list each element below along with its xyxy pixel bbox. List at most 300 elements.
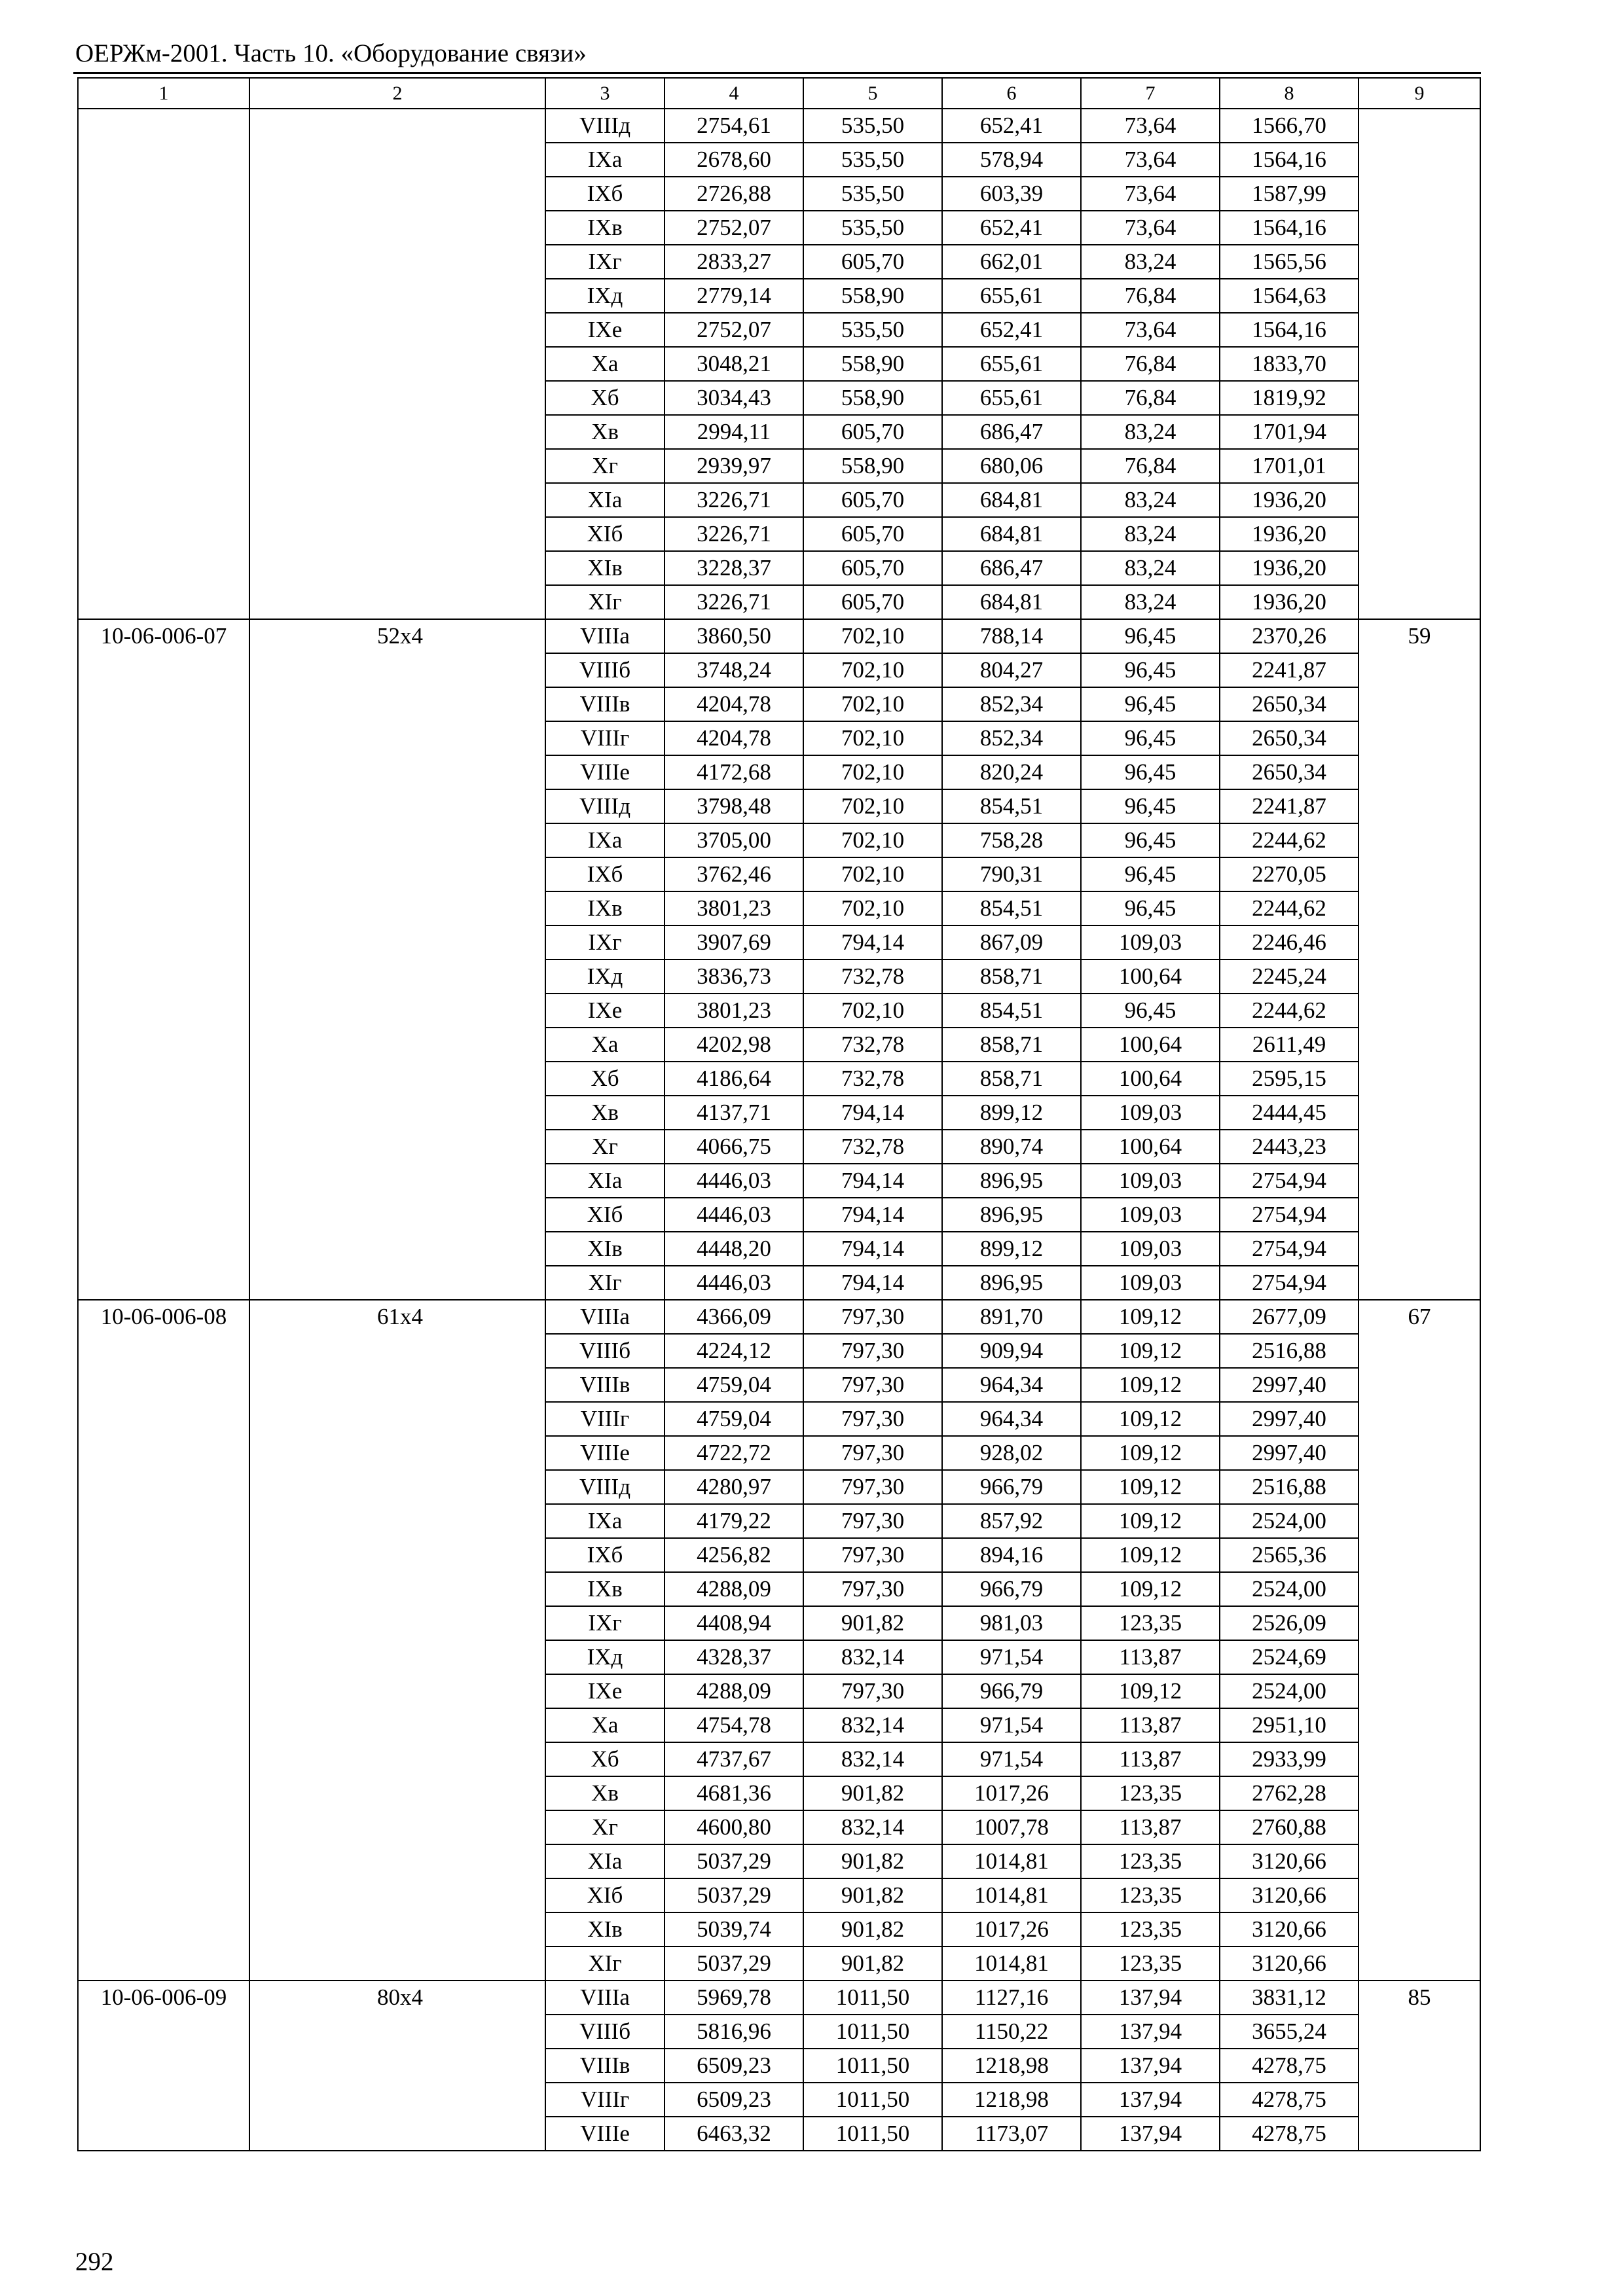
table-cell-col-7: 137,94 bbox=[1081, 2049, 1220, 2083]
table-cell-col-4: 4366,09 bbox=[665, 1300, 803, 1334]
table-cell-col-4: 4288,09 bbox=[665, 1572, 803, 1606]
table-cell-col-7: 113,87 bbox=[1081, 1742, 1220, 1776]
table-cell-col-8: 2650,34 bbox=[1220, 755, 1359, 789]
table-cell-col-7: 109,03 bbox=[1081, 925, 1220, 960]
table-cell-col-7: 109,03 bbox=[1081, 1198, 1220, 1232]
table-body bbox=[78, 109, 1480, 2151]
table-cell-col-3: IXв bbox=[545, 891, 665, 925]
table-cell-col-6: 964,34 bbox=[942, 1402, 1081, 1436]
norm-name-cell bbox=[249, 109, 545, 619]
table-cell-col-8: 4278,75 bbox=[1220, 2117, 1359, 2151]
table-cell-col-3: XIб bbox=[545, 1198, 665, 1232]
table-cell-col-3: XIг bbox=[545, 1946, 665, 1981]
table-cell-col-5: 558,90 bbox=[803, 347, 942, 381]
table-cell-col-8: 1819,92 bbox=[1220, 381, 1359, 415]
table-cell-col-7: 109,12 bbox=[1081, 1436, 1220, 1470]
table-cell-col-4: 4186,64 bbox=[665, 1062, 803, 1096]
table-cell-col-5: 797,30 bbox=[803, 1436, 942, 1470]
table-cell-col-3: VIIIг bbox=[545, 2083, 665, 2117]
norm-col9-cell: 59 bbox=[1359, 619, 1480, 1300]
table-cell-col-5: 794,14 bbox=[803, 1096, 942, 1130]
table-cell-col-8: 1564,16 bbox=[1220, 211, 1359, 245]
table-cell-col-7: 100,64 bbox=[1081, 1130, 1220, 1164]
table-cell-col-7: 83,24 bbox=[1081, 483, 1220, 517]
table-cell-col-6: 971,54 bbox=[942, 1742, 1081, 1776]
table-cell-col-8: 1565,56 bbox=[1220, 245, 1359, 279]
table-cell-col-7: 83,24 bbox=[1081, 415, 1220, 449]
table-cell-col-5: 535,50 bbox=[803, 109, 942, 143]
table-cell-col-7: 109,12 bbox=[1081, 1504, 1220, 1538]
table-cell-col-5: 605,70 bbox=[803, 245, 942, 279]
table-cell-col-8: 2595,15 bbox=[1220, 1062, 1359, 1096]
table-cell-col-4: 4759,04 bbox=[665, 1402, 803, 1436]
table-cell-col-8: 4278,75 bbox=[1220, 2083, 1359, 2117]
column-header-4: 4 bbox=[665, 78, 803, 109]
table-cell-col-4: 4446,03 bbox=[665, 1198, 803, 1232]
table-cell-col-5: 732,78 bbox=[803, 1028, 942, 1062]
norm-name-cell: 80x4 bbox=[249, 1981, 545, 2151]
table-cell-col-6: 758,28 bbox=[942, 823, 1081, 857]
table-cell-col-3: VIIIб bbox=[545, 1334, 665, 1368]
table-cell-col-8: 1701,01 bbox=[1220, 449, 1359, 483]
table-cell-col-6: 1007,78 bbox=[942, 1810, 1081, 1844]
table-cell-col-3: VIIIд bbox=[545, 1470, 665, 1504]
table-cell-col-6: 890,74 bbox=[942, 1130, 1081, 1164]
table-cell-col-4: 3860,50 bbox=[665, 619, 803, 653]
table-cell-col-7: 73,64 bbox=[1081, 109, 1220, 143]
table-cell-col-5: 605,70 bbox=[803, 517, 942, 551]
column-header-1: 1 bbox=[78, 78, 249, 109]
table-cell-col-6: 896,95 bbox=[942, 1266, 1081, 1300]
table-cell-col-6: 971,54 bbox=[942, 1708, 1081, 1742]
table-cell-col-4: 3836,73 bbox=[665, 960, 803, 994]
table-cell-col-3: VIIIд bbox=[545, 109, 665, 143]
table-cell-col-8: 3120,66 bbox=[1220, 1844, 1359, 1878]
table-cell-col-4: 4681,36 bbox=[665, 1776, 803, 1810]
table-cell-col-7: 96,45 bbox=[1081, 687, 1220, 721]
table-cell-col-8: 1564,16 bbox=[1220, 313, 1359, 347]
table-cell-col-8: 1564,16 bbox=[1220, 143, 1359, 177]
table-cell-col-4: 4204,78 bbox=[665, 687, 803, 721]
table-cell-col-5: 794,14 bbox=[803, 1198, 942, 1232]
table-cell-col-4: 4256,82 bbox=[665, 1538, 803, 1572]
table-cell-col-3: Xб bbox=[545, 381, 665, 415]
table-cell-col-8: 2762,28 bbox=[1220, 1776, 1359, 1810]
table-cell-col-7: 76,84 bbox=[1081, 347, 1220, 381]
table-cell-col-5: 797,30 bbox=[803, 1402, 942, 1436]
table-cell-col-7: 96,45 bbox=[1081, 789, 1220, 823]
table-cell-col-7: 109,12 bbox=[1081, 1674, 1220, 1708]
table-cell-col-8: 2754,94 bbox=[1220, 1198, 1359, 1232]
table-cell-col-8: 2526,09 bbox=[1220, 1606, 1359, 1640]
table-row bbox=[78, 619, 1480, 653]
table-cell-col-4: 3226,71 bbox=[665, 585, 803, 619]
table-cell-col-3: IXб bbox=[545, 1538, 665, 1572]
table-cell-col-7: 109,12 bbox=[1081, 1572, 1220, 1606]
table-cell-col-7: 113,87 bbox=[1081, 1810, 1220, 1844]
column-header-9: 9 bbox=[1359, 78, 1480, 109]
table-cell-col-3: VIIIа bbox=[545, 1981, 665, 2015]
table-cell-col-8: 1833,70 bbox=[1220, 347, 1359, 381]
table-cell-col-6: 684,81 bbox=[942, 483, 1081, 517]
table-cell-col-7: 83,24 bbox=[1081, 517, 1220, 551]
table-cell-col-6: 1127,16 bbox=[942, 1981, 1081, 2015]
table-cell-col-7: 96,45 bbox=[1081, 619, 1220, 653]
table-cell-col-3: Xб bbox=[545, 1742, 665, 1776]
table-cell-col-8: 4278,75 bbox=[1220, 2049, 1359, 2083]
table-cell-col-5: 558,90 bbox=[803, 279, 942, 313]
table-cell-col-3: XIб bbox=[545, 517, 665, 551]
table-cell-col-7: 113,87 bbox=[1081, 1640, 1220, 1674]
table-cell-col-3: VIIIг bbox=[545, 1402, 665, 1436]
table-cell-col-3: IXг bbox=[545, 245, 665, 279]
table-row bbox=[78, 109, 1480, 143]
table-cell-col-4: 4066,75 bbox=[665, 1130, 803, 1164]
table-cell-col-5: 794,14 bbox=[803, 1266, 942, 1300]
table-cell-col-6: 857,92 bbox=[942, 1504, 1081, 1538]
table-cell-col-4: 2752,07 bbox=[665, 313, 803, 347]
table-cell-col-5: 702,10 bbox=[803, 857, 942, 891]
table-cell-col-7: 109,12 bbox=[1081, 1402, 1220, 1436]
table-cell-col-3: Xв bbox=[545, 415, 665, 449]
table-cell-col-7: 73,64 bbox=[1081, 211, 1220, 245]
table-cell-col-8: 3120,66 bbox=[1220, 1946, 1359, 1981]
table-cell-col-6: 686,47 bbox=[942, 551, 1081, 585]
table-cell-col-8: 2997,40 bbox=[1220, 1402, 1359, 1436]
table-cell-col-8: 2933,99 bbox=[1220, 1742, 1359, 1776]
table-cell-col-8: 2754,94 bbox=[1220, 1164, 1359, 1198]
table-cell-col-6: 971,54 bbox=[942, 1640, 1081, 1674]
table-cell-col-4: 4172,68 bbox=[665, 755, 803, 789]
table-cell-col-6: 652,41 bbox=[942, 211, 1081, 245]
table-cell-col-7: 109,12 bbox=[1081, 1538, 1220, 1572]
table-cell-col-8: 2650,34 bbox=[1220, 721, 1359, 755]
table-cell-col-3: XIв bbox=[545, 551, 665, 585]
table-cell-col-7: 123,35 bbox=[1081, 1878, 1220, 1912]
table-cell-col-3: IXа bbox=[545, 823, 665, 857]
table-row bbox=[78, 1300, 1480, 1334]
table-cell-col-7: 109,03 bbox=[1081, 1232, 1220, 1266]
table-cell-col-3: XIа bbox=[545, 1844, 665, 1878]
column-header-2: 2 bbox=[249, 78, 545, 109]
table-cell-col-8: 2524,69 bbox=[1220, 1640, 1359, 1674]
table-cell-col-5: 535,50 bbox=[803, 211, 942, 245]
table-cell-col-6: 894,16 bbox=[942, 1538, 1081, 1572]
table-cell-col-4: 2939,97 bbox=[665, 449, 803, 483]
table-cell-col-4: 3801,23 bbox=[665, 994, 803, 1028]
table-cell-col-3: XIг bbox=[545, 1266, 665, 1300]
table-cell-col-5: 832,14 bbox=[803, 1708, 942, 1742]
table-cell-col-5: 732,78 bbox=[803, 960, 942, 994]
table-cell-col-3: VIIIа bbox=[545, 1300, 665, 1334]
table-cell-col-8: 2241,87 bbox=[1220, 653, 1359, 687]
table-cell-col-3: XIв bbox=[545, 1232, 665, 1266]
norm-table bbox=[77, 77, 1481, 2151]
table-cell-col-8: 2244,62 bbox=[1220, 994, 1359, 1028]
table-cell-col-3: VIIIа bbox=[545, 619, 665, 653]
table-cell-col-6: 1218,98 bbox=[942, 2049, 1081, 2083]
table-cell-col-6: 966,79 bbox=[942, 1674, 1081, 1708]
table-cell-col-7: 83,24 bbox=[1081, 245, 1220, 279]
table-cell-col-8: 2244,62 bbox=[1220, 823, 1359, 857]
norm-name-cell: 61x4 bbox=[249, 1300, 545, 1981]
norm-code-cell: 10-06-006-09 bbox=[78, 1981, 249, 2151]
table-cell-col-8: 1936,20 bbox=[1220, 517, 1359, 551]
table-cell-col-5: 797,30 bbox=[803, 1470, 942, 1504]
table-cell-col-8: 2270,05 bbox=[1220, 857, 1359, 891]
table-cell-col-5: 605,70 bbox=[803, 415, 942, 449]
table-cell-col-3: IXг bbox=[545, 1606, 665, 1640]
table-cell-col-8: 3120,66 bbox=[1220, 1912, 1359, 1946]
table-cell-col-5: 797,30 bbox=[803, 1538, 942, 1572]
table-cell-col-3: VIIIв bbox=[545, 1368, 665, 1402]
table-cell-col-7: 96,45 bbox=[1081, 755, 1220, 789]
table-cell-col-3: XIв bbox=[545, 1912, 665, 1946]
table-cell-col-8: 2516,88 bbox=[1220, 1470, 1359, 1504]
table-cell-col-5: 832,14 bbox=[803, 1742, 942, 1776]
table-cell-col-8: 1701,94 bbox=[1220, 415, 1359, 449]
table-cell-col-5: 702,10 bbox=[803, 994, 942, 1028]
table-cell-col-5: 794,14 bbox=[803, 1164, 942, 1198]
table-cell-col-8: 2565,36 bbox=[1220, 1538, 1359, 1572]
table-cell-col-5: 797,30 bbox=[803, 1300, 942, 1334]
table-cell-col-3: IXе bbox=[545, 1674, 665, 1708]
table-cell-col-7: 100,64 bbox=[1081, 1062, 1220, 1096]
table-row bbox=[78, 1981, 1480, 2015]
table-cell-col-3: VIIIб bbox=[545, 2015, 665, 2049]
table-cell-col-5: 797,30 bbox=[803, 1368, 942, 1402]
table-cell-col-4: 4446,03 bbox=[665, 1266, 803, 1300]
norm-code-cell: 10-06-006-07 bbox=[78, 619, 249, 1300]
table-cell-col-6: 928,02 bbox=[942, 1436, 1081, 1470]
table-cell-col-4: 6463,32 bbox=[665, 2117, 803, 2151]
table-cell-col-8: 2997,40 bbox=[1220, 1436, 1359, 1470]
table-cell-col-5: 702,10 bbox=[803, 721, 942, 755]
table-cell-col-5: 1011,50 bbox=[803, 2049, 942, 2083]
table-cell-col-5: 901,82 bbox=[803, 1844, 942, 1878]
table-cell-col-8: 2524,00 bbox=[1220, 1674, 1359, 1708]
table-cell-col-5: 732,78 bbox=[803, 1130, 942, 1164]
table-cell-col-3: XIг bbox=[545, 585, 665, 619]
table-cell-col-4: 4408,94 bbox=[665, 1606, 803, 1640]
table-cell-col-4: 4737,67 bbox=[665, 1742, 803, 1776]
column-header-5: 5 bbox=[803, 78, 942, 109]
table-cell-col-8: 3120,66 bbox=[1220, 1878, 1359, 1912]
column-header-6: 6 bbox=[942, 78, 1081, 109]
table-cell-col-4: 3705,00 bbox=[665, 823, 803, 857]
table-cell-col-5: 702,10 bbox=[803, 823, 942, 857]
table-cell-col-4: 2726,88 bbox=[665, 177, 803, 211]
table-cell-col-3: VIIIг bbox=[545, 721, 665, 755]
table-cell-col-6: 852,34 bbox=[942, 687, 1081, 721]
table-cell-col-4: 3228,37 bbox=[665, 551, 803, 585]
table-cell-col-7: 83,24 bbox=[1081, 585, 1220, 619]
norm-col9-cell: 67 bbox=[1359, 1300, 1480, 1981]
table-cell-col-7: 109,03 bbox=[1081, 1096, 1220, 1130]
table-cell-col-5: 832,14 bbox=[803, 1640, 942, 1674]
norm-code-cell: 10-06-006-08 bbox=[78, 1300, 249, 1981]
table-cell-col-8: 2370,26 bbox=[1220, 619, 1359, 653]
page-header-title: ОЕРЖм-2001. Часть 10. «Оборудование связи» bbox=[75, 39, 587, 67]
table-cell-col-6: 652,41 bbox=[942, 109, 1081, 143]
table-cell-col-8: 1936,20 bbox=[1220, 551, 1359, 585]
table-cell-col-3: Xв bbox=[545, 1776, 665, 1810]
table-cell-col-7: 73,64 bbox=[1081, 177, 1220, 211]
table-cell-col-7: 137,94 bbox=[1081, 2117, 1220, 2151]
table-cell-col-4: 2994,11 bbox=[665, 415, 803, 449]
table-cell-col-4: 2779,14 bbox=[665, 279, 803, 313]
table-cell-col-6: 854,51 bbox=[942, 789, 1081, 823]
table-cell-col-4: 6509,23 bbox=[665, 2049, 803, 2083]
table-cell-col-3: IXд bbox=[545, 1640, 665, 1674]
table-cell-col-6: 1218,98 bbox=[942, 2083, 1081, 2117]
table-cell-col-7: 123,35 bbox=[1081, 1606, 1220, 1640]
table-cell-col-8: 3655,24 bbox=[1220, 2015, 1359, 2049]
table-cell-col-4: 4179,22 bbox=[665, 1504, 803, 1538]
norm-code-cell bbox=[78, 109, 249, 619]
table-cell-col-3: IXв bbox=[545, 211, 665, 245]
table-cell-col-5: 605,70 bbox=[803, 483, 942, 517]
table-cell-col-5: 702,10 bbox=[803, 687, 942, 721]
table-cell-col-7: 76,84 bbox=[1081, 279, 1220, 313]
table-cell-col-6: 1017,26 bbox=[942, 1776, 1081, 1810]
table-cell-col-4: 4328,37 bbox=[665, 1640, 803, 1674]
table-cell-col-3: VIIIе bbox=[545, 2117, 665, 2151]
table-cell-col-6: 603,39 bbox=[942, 177, 1081, 211]
table-cell-col-6: 1017,26 bbox=[942, 1912, 1081, 1946]
table-cell-col-4: 4600,80 bbox=[665, 1810, 803, 1844]
column-header-7: 7 bbox=[1081, 78, 1220, 109]
table-cell-col-5: 702,10 bbox=[803, 789, 942, 823]
table-cell-col-3: Xб bbox=[545, 1062, 665, 1096]
table-cell-col-3: IXв bbox=[545, 1572, 665, 1606]
column-header-8: 8 bbox=[1220, 78, 1359, 109]
table-cell-col-3: IXа bbox=[545, 1504, 665, 1538]
table-cell-col-5: 901,82 bbox=[803, 1776, 942, 1810]
table-cell-col-8: 2951,10 bbox=[1220, 1708, 1359, 1742]
table-cell-col-7: 96,45 bbox=[1081, 891, 1220, 925]
table-cell-col-7: 109,12 bbox=[1081, 1470, 1220, 1504]
table-cell-col-6: 655,61 bbox=[942, 279, 1081, 313]
norm-col9-cell: 85 bbox=[1359, 1981, 1480, 2151]
table-cell-col-4: 4446,03 bbox=[665, 1164, 803, 1198]
table-cell-col-6: 899,12 bbox=[942, 1232, 1081, 1266]
table-cell-col-6: 899,12 bbox=[942, 1096, 1081, 1130]
table-cell-col-8: 2244,62 bbox=[1220, 891, 1359, 925]
table-cell-col-4: 5816,96 bbox=[665, 2015, 803, 2049]
table-cell-col-7: 109,12 bbox=[1081, 1300, 1220, 1334]
table-cell-col-7: 100,64 bbox=[1081, 960, 1220, 994]
table-cell-col-8: 2245,24 bbox=[1220, 960, 1359, 994]
table-cell-col-5: 535,50 bbox=[803, 177, 942, 211]
table-cell-col-3: IXе bbox=[545, 313, 665, 347]
table-cell-col-6: 1150,22 bbox=[942, 2015, 1081, 2049]
table-cell-col-6: 804,27 bbox=[942, 653, 1081, 687]
table-cell-col-5: 797,30 bbox=[803, 1504, 942, 1538]
table-cell-col-4: 4759,04 bbox=[665, 1368, 803, 1402]
table-cell-col-7: 137,94 bbox=[1081, 1981, 1220, 2015]
table-cell-col-4: 5037,29 bbox=[665, 1844, 803, 1878]
table-cell-col-3: IXд bbox=[545, 960, 665, 994]
table-cell-col-5: 901,82 bbox=[803, 1606, 942, 1640]
table-cell-col-3: Xа bbox=[545, 1708, 665, 1742]
table-cell-col-8: 2760,88 bbox=[1220, 1810, 1359, 1844]
table-cell-col-5: 558,90 bbox=[803, 381, 942, 415]
table-cell-col-6: 891,70 bbox=[942, 1300, 1081, 1334]
norm-col9-cell bbox=[1359, 109, 1480, 619]
table-cell-col-3: Xг bbox=[545, 1810, 665, 1844]
table-cell-col-5: 901,82 bbox=[803, 1878, 942, 1912]
table-cell-col-7: 73,64 bbox=[1081, 313, 1220, 347]
table-cell-col-4: 3226,71 bbox=[665, 483, 803, 517]
table-cell-col-7: 96,45 bbox=[1081, 857, 1220, 891]
table-cell-col-7: 83,24 bbox=[1081, 551, 1220, 585]
table-cell-col-6: 680,06 bbox=[942, 449, 1081, 483]
table-cell-col-5: 702,10 bbox=[803, 755, 942, 789]
table-cell-col-5: 702,10 bbox=[803, 619, 942, 653]
table-cell-col-5: 605,70 bbox=[803, 585, 942, 619]
table-cell-col-5: 794,14 bbox=[803, 1232, 942, 1266]
table-cell-col-6: 966,79 bbox=[942, 1470, 1081, 1504]
table-cell-col-4: 3762,46 bbox=[665, 857, 803, 891]
table-cell-col-7: 113,87 bbox=[1081, 1708, 1220, 1742]
table-cell-col-3: Xг bbox=[545, 1130, 665, 1164]
table-cell-col-3: IXб bbox=[545, 177, 665, 211]
table-cell-col-3: IXе bbox=[545, 994, 665, 1028]
table-cell-col-4: 2678,60 bbox=[665, 143, 803, 177]
table-cell-col-8: 2650,34 bbox=[1220, 687, 1359, 721]
table-cell-col-7: 109,12 bbox=[1081, 1334, 1220, 1368]
table-cell-col-5: 1011,50 bbox=[803, 2015, 942, 2049]
table-cell-col-3: IXг bbox=[545, 925, 665, 960]
table-cell-col-5: 832,14 bbox=[803, 1810, 942, 1844]
table-cell-col-8: 1936,20 bbox=[1220, 483, 1359, 517]
table-cell-col-4: 5969,78 bbox=[665, 1981, 803, 2015]
table-cell-col-6: 655,61 bbox=[942, 347, 1081, 381]
table-cell-col-6: 854,51 bbox=[942, 891, 1081, 925]
table-cell-col-3: Xа bbox=[545, 1028, 665, 1062]
table-cell-col-5: 535,50 bbox=[803, 143, 942, 177]
page-number: 292 bbox=[75, 2248, 114, 2276]
table-cell-col-6: 858,71 bbox=[942, 1028, 1081, 1062]
table-cell-col-8: 2524,00 bbox=[1220, 1504, 1359, 1538]
table-cell-col-6: 909,94 bbox=[942, 1334, 1081, 1368]
table-cell-col-3: IXа bbox=[545, 143, 665, 177]
table-cell-col-6: 964,34 bbox=[942, 1368, 1081, 1402]
table-cell-col-4: 4722,72 bbox=[665, 1436, 803, 1470]
table-cell-col-3: VIIIе bbox=[545, 1436, 665, 1470]
table-cell-col-6: 655,61 bbox=[942, 381, 1081, 415]
table-cell-col-5: 535,50 bbox=[803, 313, 942, 347]
table-cell-col-6: 852,34 bbox=[942, 721, 1081, 755]
table-cell-col-6: 1014,81 bbox=[942, 1844, 1081, 1878]
table-cell-col-3: Xв bbox=[545, 1096, 665, 1130]
table-cell-col-7: 96,45 bbox=[1081, 823, 1220, 857]
table-cell-col-4: 3798,48 bbox=[665, 789, 803, 823]
table-cell-col-5: 901,82 bbox=[803, 1946, 942, 1981]
table-cell-col-6: 854,51 bbox=[942, 994, 1081, 1028]
table-cell-col-4: 4448,20 bbox=[665, 1232, 803, 1266]
table-cell-col-6: 981,03 bbox=[942, 1606, 1081, 1640]
table-cell-col-7: 76,84 bbox=[1081, 381, 1220, 415]
table-cell-col-4: 4204,78 bbox=[665, 721, 803, 755]
table-cell-col-5: 1011,50 bbox=[803, 2083, 942, 2117]
table-cell-col-3: IXд bbox=[545, 279, 665, 313]
table-cell-col-6: 684,81 bbox=[942, 585, 1081, 619]
table-cell-col-3: VIIIе bbox=[545, 755, 665, 789]
table-cell-col-4: 4754,78 bbox=[665, 1708, 803, 1742]
table-cell-col-6: 788,14 bbox=[942, 619, 1081, 653]
